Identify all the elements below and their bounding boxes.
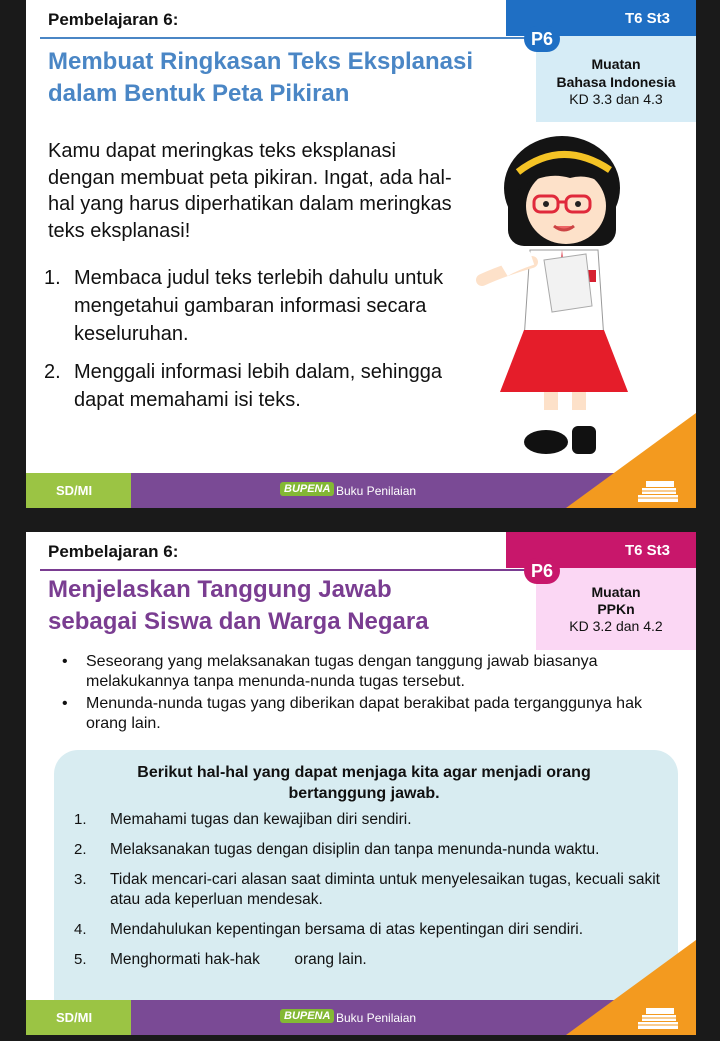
kd-label: KD 3.2 dan 4.2: [569, 618, 663, 634]
publisher-logo: BUPENA: [280, 482, 334, 496]
slide-bahasa-indonesia: [26, 0, 696, 508]
book-label: Buku Penilaian: [336, 484, 417, 498]
intro-text: Kamu dapat meringkas teks eksplanasi dengan membuat peta pikiran. Ingat, ada hal-hal yang harus diperhatikan dalam meringkas teks eksplanasi!: [48, 140, 452, 242]
books-icon: [636, 1006, 680, 1032]
list-item: 4. Mendahulukan kepentingan bersama di atas kepentingan diri sendiri.: [74, 921, 584, 938]
list-item: 5. Menghormati hak-hak orang lain.: [74, 951, 367, 968]
slide-footer: [26, 1000, 696, 1035]
subject-box: [536, 36, 696, 122]
lesson-heading: Pembelajaran 6:: [48, 542, 179, 561]
list-item: • Menunda-nunda tugas yang diberikan dapat berakibat pada terganggunya hak orang lain.: [62, 695, 642, 732]
kd-label: KD 3.3 dan 4.3: [569, 91, 663, 107]
publisher-logo: BUPENA: [280, 1009, 334, 1023]
lesson-badge: P6: [524, 558, 560, 584]
steps-list: [44, 264, 474, 414]
level-label: SD/MI: [26, 1000, 131, 1035]
list-item: 1. Membaca judul teks terlebih dahulu untuk mengetahui gambaran informasi secara keseluruhan.: [44, 267, 444, 345]
header-divider: [40, 37, 530, 39]
muatan-label: Muatan: [591, 56, 641, 72]
subject-box: [536, 568, 696, 650]
list-item: 1. Memahami tugas dan kewajiban diri sendiri.: [74, 811, 412, 828]
student-girl-illustration: [474, 130, 644, 460]
list-item: 2. Menggali informasi lebih dalam, sehingga dapat memahami isi teks.: [44, 361, 442, 411]
slide-title: Membuat Ringkasan Teks Eksplanasi dalam Bentuk Peta Pikiran: [48, 48, 474, 107]
slide-ppkn: [26, 532, 696, 1035]
subject-name: PPKn: [597, 601, 635, 617]
books-icon: [636, 479, 680, 505]
level-label: SD/MI: [26, 473, 131, 508]
slide-footer: [26, 473, 696, 508]
lesson-badge: P6: [524, 26, 560, 52]
lesson-heading: Pembelajaran 6:: [48, 10, 179, 29]
theme-code: T6 St3: [624, 542, 670, 559]
theme-code: T6 St3: [624, 10, 670, 27]
list-item: 3. Tidak mencari-cari alasan saat diminta untuk menyelesaikan tugas, kecuali sakit atau ada keperluan mendesak.: [74, 871, 660, 908]
list-item: • Seseorang yang melaksanakan tugas dengan tanggung jawab biasanya melakukannya tanpa menunda-nunda tugas tersebut.: [62, 653, 598, 690]
bullet-list: [60, 652, 670, 734]
list-item: 2. Melaksanakan tugas dengan disiplin dan tanpa menunda-nunda waktu.: [74, 841, 600, 858]
muatan-label: Muatan: [591, 584, 641, 600]
header-divider: [40, 569, 530, 571]
slide-title: Menjelaskan Tanggung Jawab sebagai Siswa dan Warga Negara: [48, 576, 429, 635]
panel-heading: Berikut hal-hal yang dapat menjaga kita agar menjadi orang bertanggung jawab.: [137, 764, 591, 802]
book-label: Buku Penilaian: [336, 1011, 417, 1025]
subject-name: Bahasa Indonesia: [556, 74, 676, 90]
